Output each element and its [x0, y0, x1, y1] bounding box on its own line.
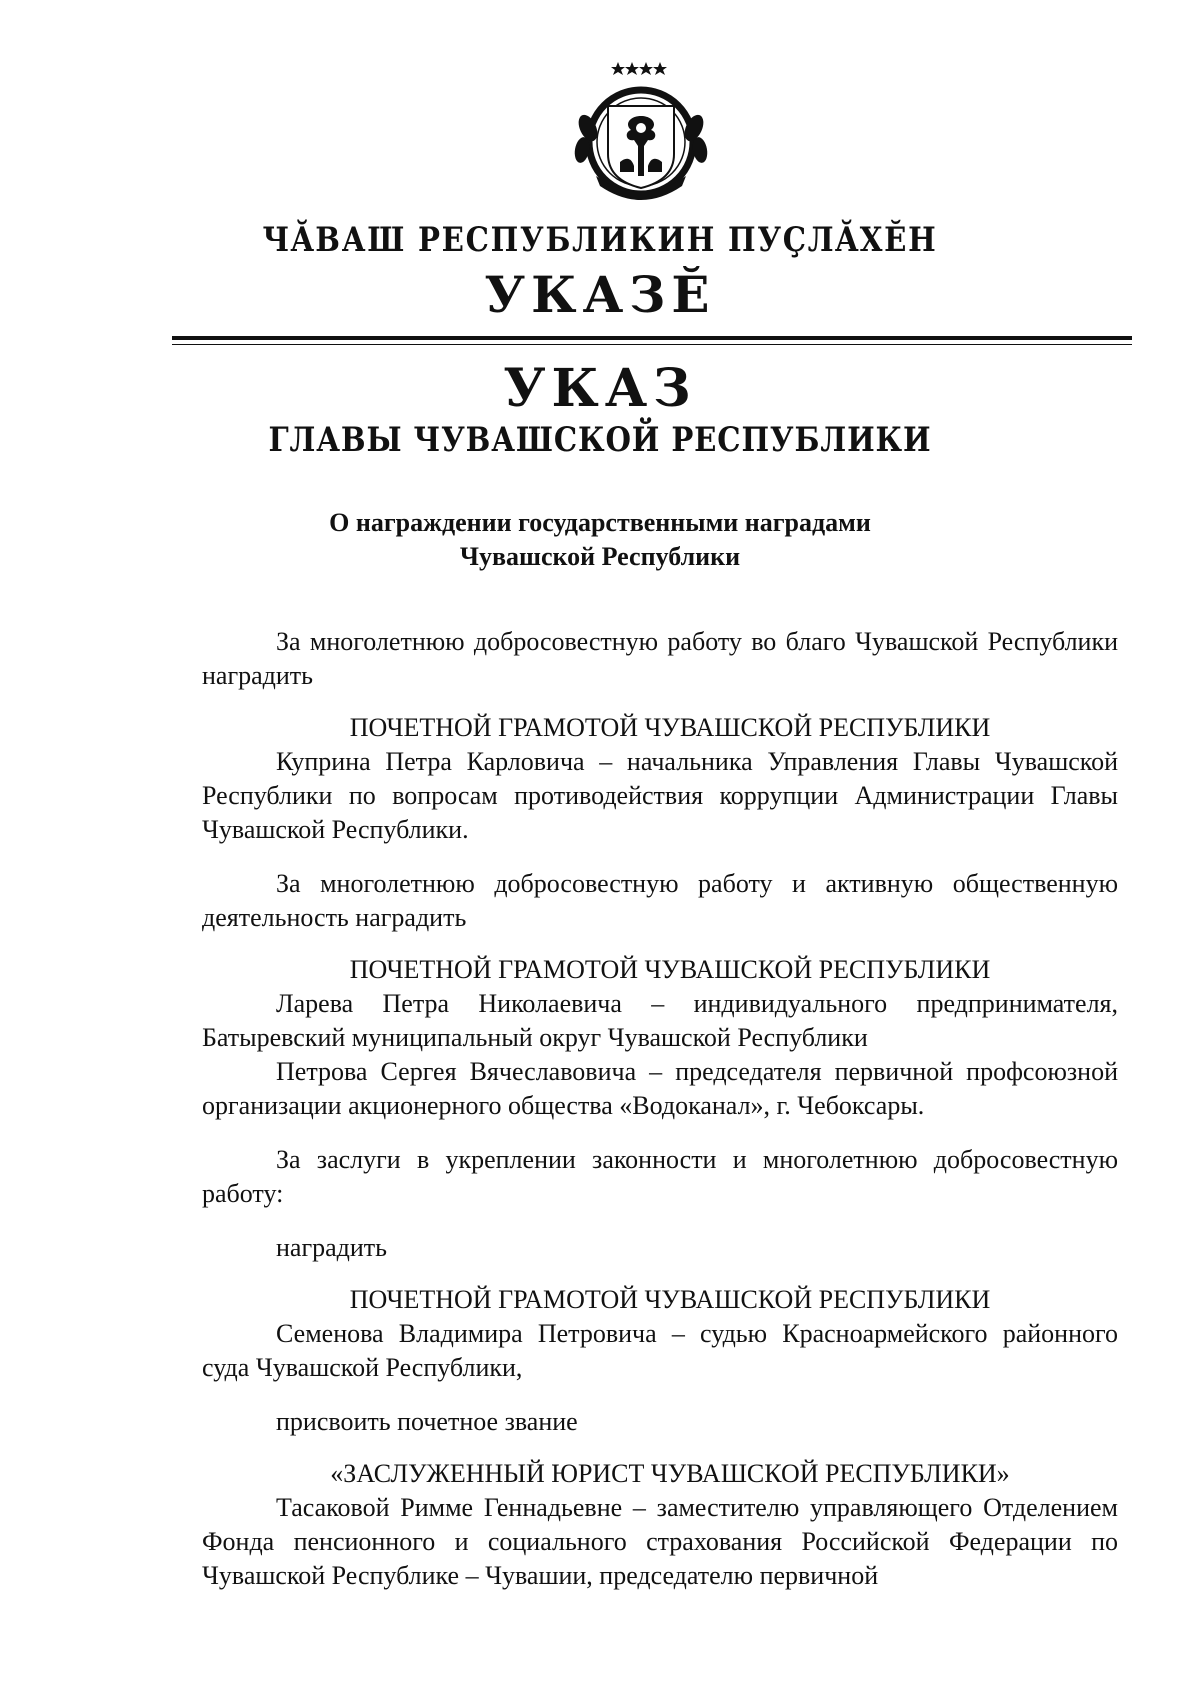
- honorary-title: «ЗАСЛУЖЕННЫЙ ЮРИСТ ЧУВАШСКОЙ РЕСПУБЛИКИ»: [330, 1459, 1010, 1488]
- section-1-awardee: Куприна Петра Карловича – начальника Управления Главы Чувашской Республики по вопросам противодействия коррупции Администрации Главы Чувашской Республики.: [202, 747, 1118, 844]
- chuvash-decree-word: УКАЗĔ: [484, 265, 716, 324]
- chuvash-heading-line: ЧĂВАШ РЕСПУБЛИКИН ПУÇЛĂХĔН: [262, 220, 938, 260]
- section-3-awardee-1: Семенова Владимира Петровича – судью Красноармейского районного суда Чувашской Республики,: [202, 1319, 1118, 1382]
- divider: [172, 336, 1132, 340]
- section-3-awardee-2: Тасаковой Римме Геннадьевне – заместителю управляющего Отделением Фонда пенсионного и социального страхования Российской Федерации по Чувашской Республике – Чувашии, председателю первичной: [202, 1493, 1118, 1590]
- section-2-awardee-2: Петрова Сергея Вячеславовича – председателя первичной профсоюзной организации акционерного общества «Водоканал», г. Чебоксары.: [202, 1057, 1118, 1120]
- section-3-intro: За заслуги в укреплении законности и многолетнюю добросовестную работу:: [202, 1145, 1118, 1208]
- section-3-award: ПОЧЕТНОЙ ГРАМОТОЙ ЧУВАШСКОЙ РЕСПУБЛИКИ: [349, 1285, 991, 1314]
- divider: [172, 344, 1132, 345]
- section-1-intro: За многолетнюю добросовестную работу во благо Чувашской Республики наградить: [202, 627, 1118, 690]
- document-title: [0, 506, 1200, 574]
- coat-of-arms-icon: [568, 58, 714, 204]
- russian-decree-word: УКАЗ: [503, 358, 697, 419]
- section-2-intro: За многолетнюю добросовестную работу и активную общественную деятельность наградить: [202, 869, 1118, 932]
- star-icon: [611, 62, 667, 75]
- section-2-award: ПОЧЕТНОЙ ГРАМОТОЙ ЧУВАШСКОЙ РЕСПУБЛИКИ: [349, 955, 991, 984]
- russian-heading-line: ГЛАВЫ ЧУВАШСКОЙ РЕСПУБЛИКИ: [268, 420, 932, 460]
- section-3-action-2: присвоить почетное звание: [276, 1407, 578, 1436]
- document-body: [202, 625, 1118, 1593]
- title-line-2: Чувашской Республики: [459, 542, 741, 571]
- section-2-awardee-1: Ларева Петра Николаевича – индивидуального предпринимателя, Батыревский муниципальный округ Чувашской Республики: [202, 989, 1118, 1052]
- section-1-award: ПОЧЕТНОЙ ГРАМОТОЙ ЧУВАШСКОЙ РЕСПУБЛИКИ: [349, 713, 991, 742]
- title-line-1: О награждении государственными наградами: [329, 508, 871, 537]
- section-3-action: наградить: [276, 1233, 388, 1262]
